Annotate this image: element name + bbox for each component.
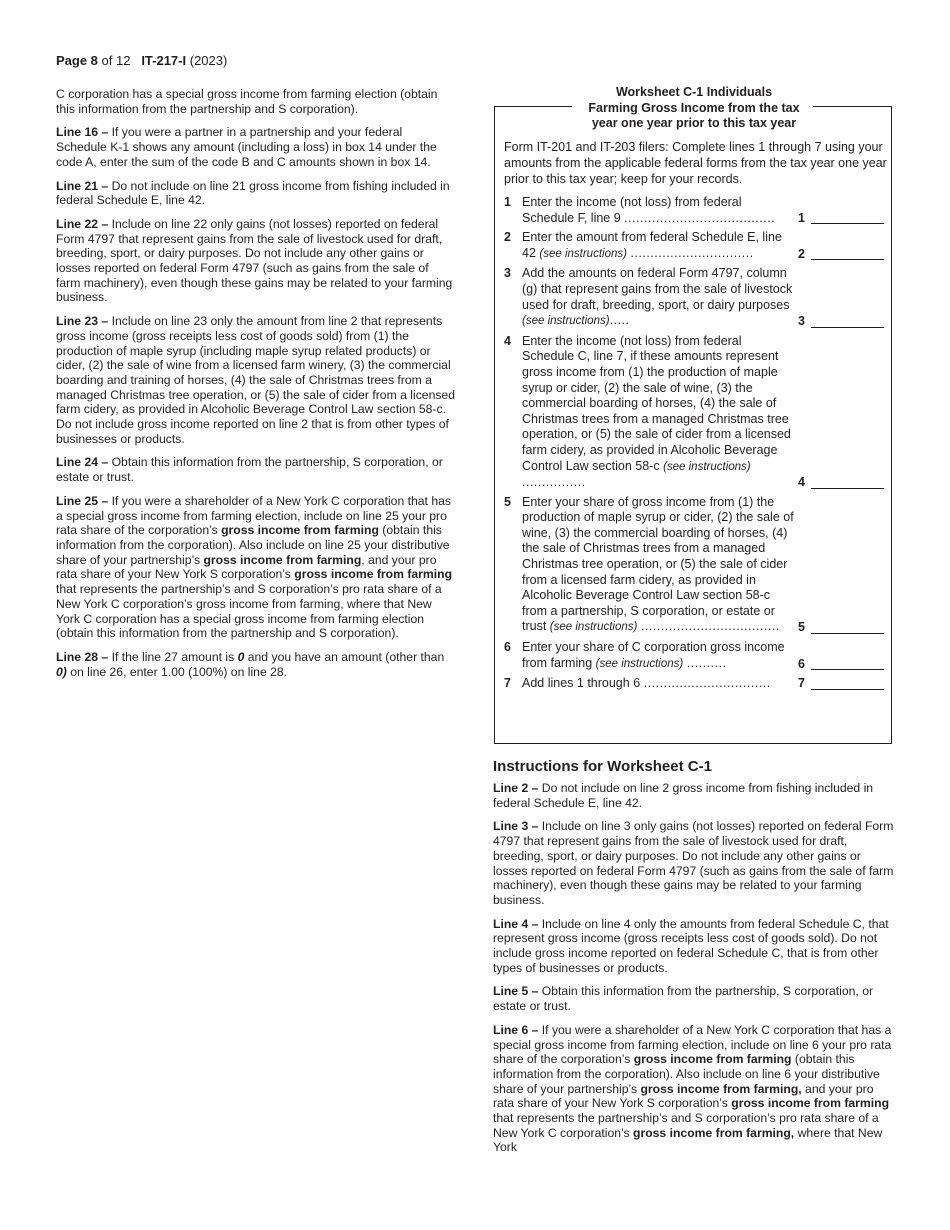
- leader-dots: ................................: [643, 676, 771, 691]
- form-id: IT-217-I: [141, 53, 187, 68]
- line-23-label: Line 23 –: [56, 314, 109, 329]
- line-note: (see instructions): [549, 621, 638, 634]
- line-25-bold-3: gross income from farming: [294, 567, 453, 582]
- worksheet-title-line-3: year one year prior to this tax year: [591, 116, 797, 130]
- instr-line-6-bold-4: gross income from farming,: [633, 1125, 795, 1140]
- instr-line-4: [493, 917, 895, 976]
- line-28-paragraph: [56, 650, 456, 679]
- line-7-answer-field[interactable]: [811, 677, 884, 690]
- line-6-answer-field[interactable]: [811, 657, 884, 670]
- line-28-text-3: on line 26, enter 1.00 (100%) on line 28.: [70, 664, 288, 679]
- leader-dots: ...................................: [640, 619, 780, 634]
- line-number: 7: [504, 676, 511, 691]
- line-note: (see instructions): [595, 657, 684, 670]
- line-text: Enter your share of gross income from (1) the production of maple syrup or cider, (2) the sale of wine, (3) the commercial boarding of horses, (4) the sale of Christmas trees from a managed Christmas tree operation, or (5) the sale of cider from a licensed farm cidery, as provided in Alcoholic Beverage Control Law section 58-c from a partnership, S corporation, or estate or trust: [522, 494, 794, 634]
- instr-line-4-text: Include on line 4 only the amounts from federal Schedule C, that represent gross income (gross receipts less cost of goods sold). Do not include gross income reported on federal Schedule C, that is from other types of businesses or products.: [493, 916, 889, 975]
- instr-line-6-bold-1: gross income from farming: [633, 1052, 792, 1067]
- line-25-text-2: (obtain this information from the corporation). Also include on line 25 your distributive share of your partnership’s: [56, 523, 450, 567]
- line-21-label: Line 21 –: [56, 178, 109, 193]
- answer-number: 1: [798, 210, 805, 225]
- leader-dots: ......................................: [624, 210, 776, 225]
- instr-line-6-text-2: (obtain this information from the corporation). Also include on line 6 your distributive share of your partnership’s: [493, 1052, 880, 1096]
- line-number: 1: [504, 195, 511, 209]
- line-28-text-2: and you have an amount (other than: [247, 649, 445, 664]
- instr-line-4-label: Line 4 –: [493, 916, 539, 931]
- line-28-label: Line 28 –: [56, 649, 109, 664]
- line-22-text: Include on line 22 only gains (not losses) reported on federal Form 4797 that represent gains from the sale of livestock used for draft, breeding, sport, or dairy purposes. Do not include any other gains or losses reported on federal Form 4797 (such as gains from the sale of farm machinery), even though these gains may be related to your farming business.: [56, 216, 453, 305]
- form-year: (2023): [189, 53, 228, 68]
- line-23-text: Include on line 23 only the amount from line 2 that represents gross income (gross receipts less cost of goods sold) from (1) the production of maple syrup (including maple syrup related products) or cider, (2) the sale of wine from a licensed farm winery, (3) the commercial boarding and training of horses, (4) the sale of Christmas trees from a managed Christmas tree operation, or (5) the sale of cider from a licensed farm cidery, as provided in Alcoholic Beverage Control Law section 58-c. Do not include gross income reported on line 2 that is from other types of businesses or products.: [56, 314, 455, 446]
- instr-line-6-label: Line 6 –: [493, 1022, 539, 1037]
- answer-number: 3: [798, 314, 805, 329]
- instr-line-6-text-3: and your pro rata share of your New York S corporation’s: [493, 1081, 874, 1111]
- line-number: 4: [504, 333, 511, 348]
- page-number: Page 8: [56, 53, 98, 68]
- line-25-text-4: that represents the partnership’s and S corporation’s pro rata share of a New York C corporation’s gross income from farming, where that New York C corporation has a special gross income from farming election (obtain this information from the partnership and S corporation).: [56, 582, 442, 641]
- worksheet-lines: [504, 195, 886, 696]
- line-16-text: If you were a partner in a partnership and your federal Schedule K-1 shows any amount (including a loss) in box 14 under the code A, enter the sum of the code B and C amounts shown in box 14.: [56, 125, 437, 169]
- line-24-paragraph: [56, 455, 456, 484]
- instr-line-2-label: Line 2 –: [493, 781, 539, 795]
- answer-number: 6: [798, 656, 805, 671]
- instr-line-6-text-5: where that New York: [493, 1125, 883, 1155]
- instr-line-6-text-4: that represents the partnership’s and S corporation’s pro rata share of a New York C corporation’s: [493, 1111, 879, 1140]
- line-number: 6: [504, 640, 511, 655]
- answer-number: 7: [798, 676, 805, 691]
- instr-line-3-text: Include on line 3 only gains (not losses) reported on federal Form 4797 that represent gains from the sale of livestock used for draft, breeding, sport, or dairy purposes. Do not include any other gains or losses reported on federal Form 4797 (such as gains from the sale of farm machinery), even though these gains may be related to your farming business.: [493, 819, 894, 907]
- worksheet-title-line-1: Worksheet C-1 Individuals: [615, 85, 773, 99]
- line-25-bold-1: gross income from farming: [221, 523, 379, 538]
- line-25-bold-2: gross income from farming: [203, 552, 362, 567]
- line-text: Enter the amount from federal Schedule E, line 42: [522, 230, 782, 260]
- worksheet-line-7: [504, 676, 886, 692]
- line-25-label: Line 25 –: [56, 493, 109, 508]
- line-28-zero: 0: [237, 649, 245, 664]
- line-21-text: Do not include on line 21 gross income from fishing included in federal Schedule E, line 42.: [56, 178, 450, 208]
- instr-line-5-label: Line 5 –: [493, 984, 539, 999]
- answer-number: 4: [798, 475, 805, 490]
- line-number: 5: [504, 494, 511, 509]
- instructions-title: Instructions for Worksheet C-1: [493, 758, 712, 775]
- worksheet-line-1: [504, 195, 886, 226]
- answer-number: 5: [798, 620, 805, 635]
- page-total: of 12: [101, 53, 131, 68]
- line-3-answer-field[interactable]: [811, 315, 884, 328]
- line-4-answer-field[interactable]: [811, 476, 884, 489]
- line-number: 3: [504, 266, 511, 281]
- line-28-text-1: If the line 27 amount is: [111, 649, 235, 664]
- worksheet-title-line-2: Farming Gross Income from the tax: [588, 100, 800, 115]
- instr-line-6-bold-2: gross income from farming,: [640, 1081, 802, 1096]
- instr-line-3-label: Line 3 –: [493, 819, 539, 834]
- instr-line-2: [493, 781, 895, 810]
- line-text: Add lines 1 through 6: [522, 676, 641, 691]
- line-text: Add the amounts on federal Form 4797, column (g) that represent gains from the sale of livestock used for draft, breeding, sport, or dairy purposes: [522, 266, 793, 312]
- answer-number: 2: [798, 246, 805, 261]
- line-note: (see instructions): [522, 315, 610, 328]
- instr-line-2-text: Do not include on line 2 gross income from fishing included in federal Schedule E, line 42.: [493, 781, 874, 810]
- line-25-text-3: , and your pro rata share of your New York S corporation’s: [56, 552, 437, 582]
- worksheet-line-4: [504, 334, 886, 491]
- instructions-body: [493, 781, 895, 1164]
- line-16-paragraph: [56, 125, 456, 169]
- line-16-label: Line 16 –: [56, 125, 109, 140]
- instr-line-3: [493, 819, 895, 907]
- line-note: (see instructions): [663, 460, 751, 473]
- leader-dots: ..........: [686, 655, 727, 670]
- leader-dots: ...............................: [630, 245, 754, 260]
- instr-line-6-text-1: If you were a shareholder of a New York C corporation that has a special gross income from farming election, include on line 6 your pro rata share of the corporation’s: [493, 1022, 892, 1067]
- worksheet-intro: Form IT-201 and IT-203 filers: Complete lines 1 through 7 using your amounts from the applicable federal forms from the tax year one year prior to this tax year; keep for your records.: [504, 140, 887, 186]
- instr-line-5-text: Obtain this information from the partnership, S corporation, or estate or trust.: [493, 984, 874, 1014]
- line-24-label: Line 24 –: [56, 455, 109, 470]
- line-1-answer-field[interactable]: [811, 211, 884, 224]
- leader-dots: ................: [522, 475, 586, 490]
- instr-line-5: [493, 984, 895, 1013]
- line-2-answer-field[interactable]: [811, 247, 884, 260]
- worksheet-line-2: [504, 230, 886, 262]
- line-number: 2: [504, 230, 511, 245]
- line-note: (see instructions): [539, 247, 627, 260]
- line-28-zero-2: 0): [56, 664, 67, 679]
- page-header: [56, 54, 227, 69]
- line-text: Enter your share of C corporation gross income from farming: [522, 640, 785, 670]
- instr-line-6-bold-3: gross income from farming: [731, 1096, 890, 1111]
- line-25-text-1: If you were a shareholder of a New York C corporation that has a special gross income from farming election, include on line 25 your pro rata share of the corporation’s: [56, 493, 451, 538]
- line-21-paragraph: [56, 179, 456, 208]
- line-24-text: Obtain this information from the partnership, S corporation, or estate or trust.: [56, 455, 443, 485]
- line-22-label: Line 22 –: [56, 216, 109, 231]
- line-5-answer-field[interactable]: [811, 621, 884, 634]
- left-column: [56, 87, 456, 688]
- leader-dots: .....: [609, 313, 630, 328]
- line-text: Enter the income (not loss) from federal Schedule F, line 9: [522, 195, 742, 225]
- intro-paragraph: C corporation has a special gross income from farming election (obtain this information from the partnership and S corporation).: [56, 87, 438, 116]
- line-22-paragraph: [56, 217, 456, 305]
- worksheet-line-3: [504, 266, 886, 329]
- line-25-paragraph: [56, 494, 456, 641]
- line-23-paragraph: [56, 314, 456, 446]
- worksheet-line-6: [504, 640, 886, 672]
- worksheet-line-5: [504, 495, 886, 636]
- instr-line-6: [493, 1023, 895, 1155]
- line-text: Enter the income (not loss) from federal Schedule C, line 7, if these amounts represent gross income from (1) the production of maple syrup or cider, (2) the sale of wine, (3) the commercial boarding of horses, (4) the sale of Christmas trees from a managed Christmas tree operation, or (5) the sale of cider from a licensed farm cidery, as provided in Alcoholic Beverage Control Law section 58-c: [522, 333, 791, 473]
